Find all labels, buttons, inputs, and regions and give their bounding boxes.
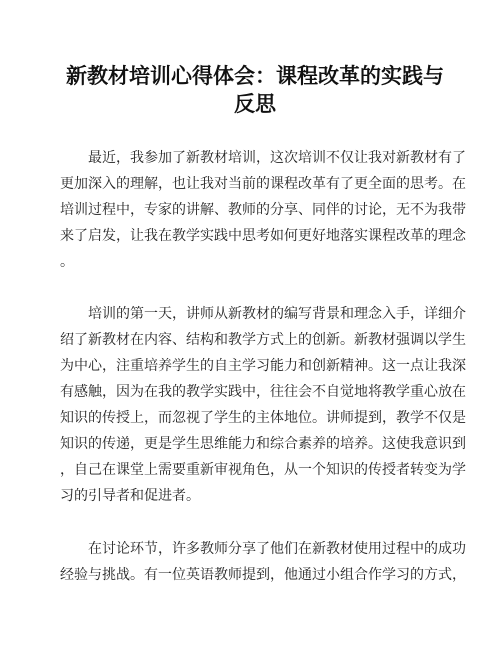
paragraph-line: 培训的第一天，讲师从新教材的编写背景和理念入手，详细介 xyxy=(88,306,466,322)
paragraph-line: 为中心，注重培养学生的自主学习能力和创新精神。这一点让我深 xyxy=(60,358,466,374)
paragraph-line: 最近，我参加了新教材培训，这次培训不仅让我对新教材有了 xyxy=(88,150,466,166)
paragraph-1 xyxy=(60,145,466,275)
paragraph-line: 。 xyxy=(60,254,74,270)
paragraph-line: 经验与挑战。有一位英语教师提到，他通过小组合作学习的方式， xyxy=(60,567,466,583)
paragraph-line: 有感触，因为在我的教学实践中，往往会不自觉地将教学重心放在 xyxy=(60,384,466,400)
paragraph-line: 知识的传递，更是学生思维能力和综合素养的培养。这使我意识到 xyxy=(60,436,466,452)
paragraph-line: ，自己在课堂上需要重新审视角色，从一个知识的传授者转变为学 xyxy=(60,462,466,478)
title-line: 新教材培训心得体会：课程改革的实践与 xyxy=(66,64,444,88)
paragraph-line: 习的引导者和促进者。 xyxy=(60,488,200,504)
paragraph-line: 培训过程中，专家的讲解、教师的分享、同伴的讨论，无不为我带 xyxy=(60,202,466,218)
paragraph-line: 绍了新教材在内容、结构和教学方式上的创新。新教材强调以学生 xyxy=(60,332,466,348)
paragraph-line: 在讨论环节，许多教师分享了他们在新教材使用过程中的成功 xyxy=(88,541,466,557)
page-title xyxy=(60,62,450,118)
paragraph-line: 知识的传授上，而忽视了学生的主体地位。讲师提到，教学不仅是 xyxy=(60,410,466,426)
paragraph-3 xyxy=(60,536,466,588)
paragraph-line: 来了启发，让我在教学实践中思考如何更好地落实课程改革的理念 xyxy=(60,228,466,244)
paragraph-2 xyxy=(60,301,466,509)
paragraph-line: 更加深入的理解，也让我对当前的课程改革有了更全面的思考。在 xyxy=(60,176,466,192)
title-line: 反思 xyxy=(234,92,276,116)
